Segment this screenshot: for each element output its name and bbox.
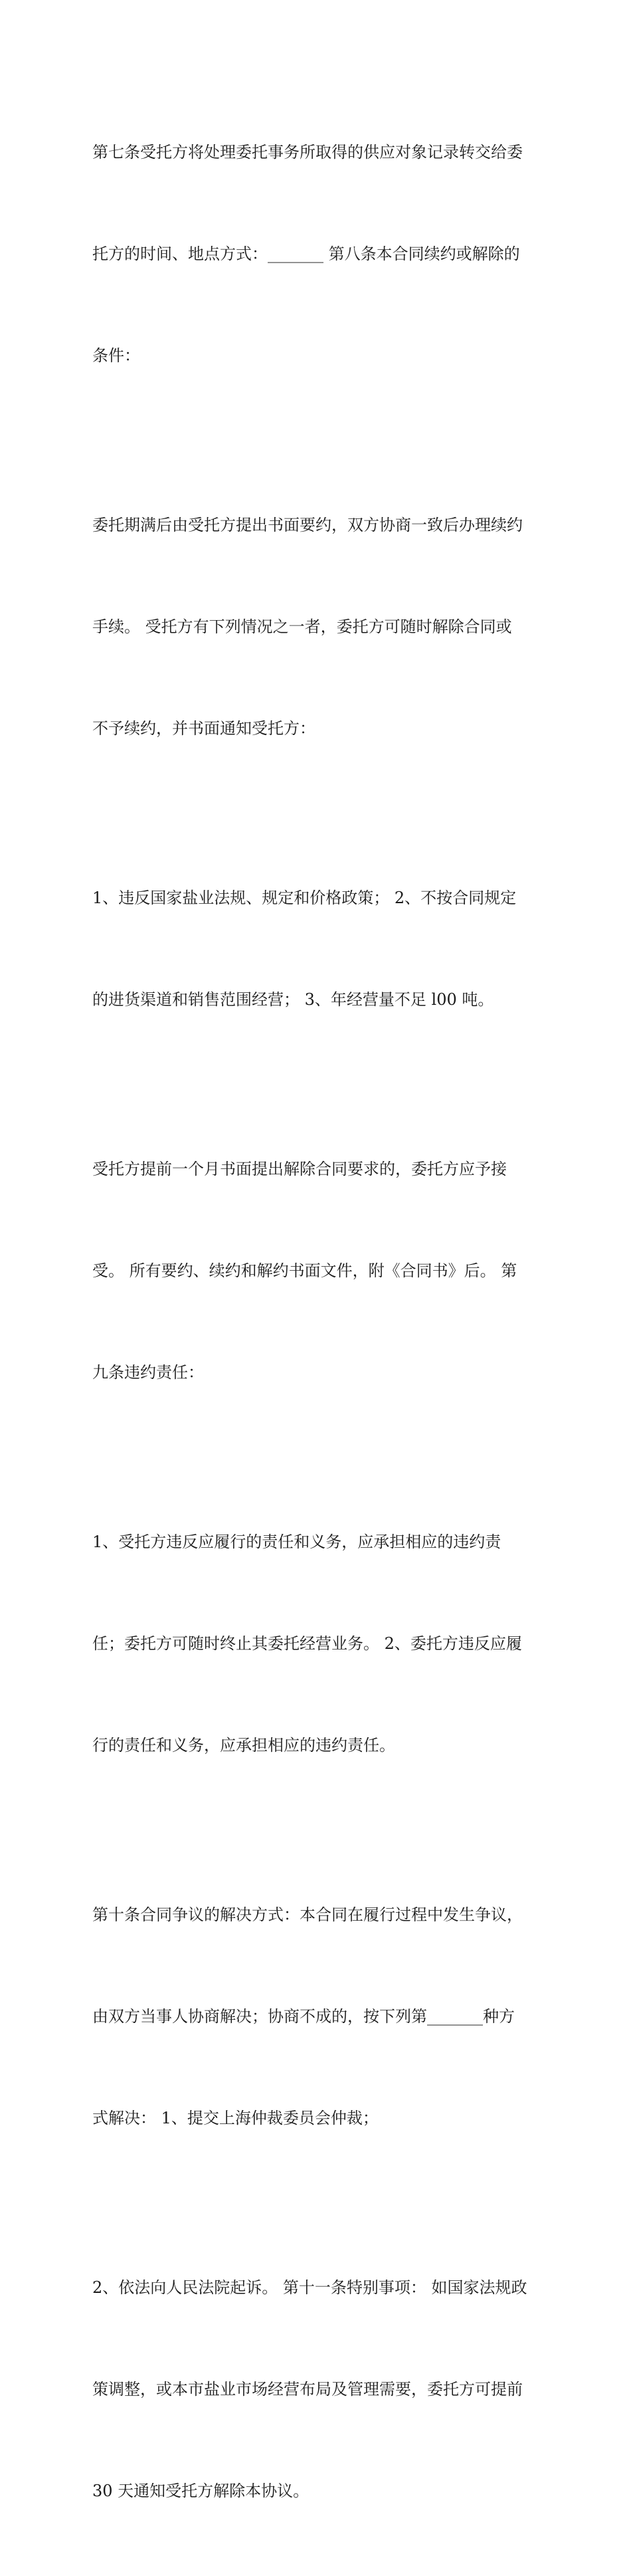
text-line: 策调整，或本市盐业市场经营布局及管理需要，委托方可提前 [92, 2380, 523, 2399]
text-line: 委托期满后由受托方提出书面要约，双方协商一致后办理续约 [92, 516, 523, 534]
text-line: 条件： [92, 346, 140, 365]
text-line: 不予续约，并书面通知受托方： [92, 719, 316, 738]
text-line: 式解决： 1、提交上海仲裁委员会仲裁； [92, 2109, 379, 2127]
paragraph-liability [92, 1457, 544, 1830]
text-line: 九条违约责任： [92, 1363, 204, 1382]
paragraph-article-7 [92, 68, 544, 441]
text-line: 手续。 受托方有下列情况之一者，委托方可随时解除合同或 [92, 617, 512, 636]
text-line: 30 天通知受托方解除本协议。 [92, 2482, 310, 2500]
document-page [92, 68, 544, 2576]
text-line: 1、受托方违反应履行的责任和义务，应承担相应的违约责 [92, 1533, 501, 1551]
paragraph-dispute-resolution [92, 1830, 544, 2203]
text-line: 受。 所有要约、续约和解约书面文件，附《合同书》后。 第 [92, 1261, 517, 1280]
text-line: 由双方当事人协商解决；协商不成的，按下列第_______种方 [92, 2007, 515, 2026]
text-line: 2、依法向人民法院起诉。 第十一条特别事项： 如国家法规政 [92, 2278, 527, 2297]
text-line: 任；委托方可随时终止其委托经营业务。 2、委托方违反应履 [92, 1634, 522, 1653]
paragraph-special-matters [92, 2203, 544, 2576]
text-line: 托方的时间、地点方式：_______ 第八条本合同续约或解除的 [92, 245, 520, 263]
text-line: 第十条合同争议的解决方式：本合同在履行过程中发生争议， [92, 1905, 523, 1924]
text-line: 1、违反国家盐业法规、规定和价格政策； 2、不按合同规定 [92, 889, 517, 907]
text-line: 受托方提前一个月书面提出解除合同要求的，委托方应予接 [92, 1160, 507, 1178]
text-line: 行的责任和义务，应承担相应的违约责任。 [92, 1736, 395, 1755]
paragraph-violations-list [92, 813, 544, 1085]
paragraph-termination-request [92, 1085, 544, 1457]
text-line: 的进货渠道和销售范围经营； 3、年经营量不足 l00 吨。 [92, 990, 494, 1009]
paragraph-renewal [92, 441, 544, 813]
text-line: 第七条受托方将处理委托事务所取得的供应对象记录转交给委 [92, 143, 523, 161]
